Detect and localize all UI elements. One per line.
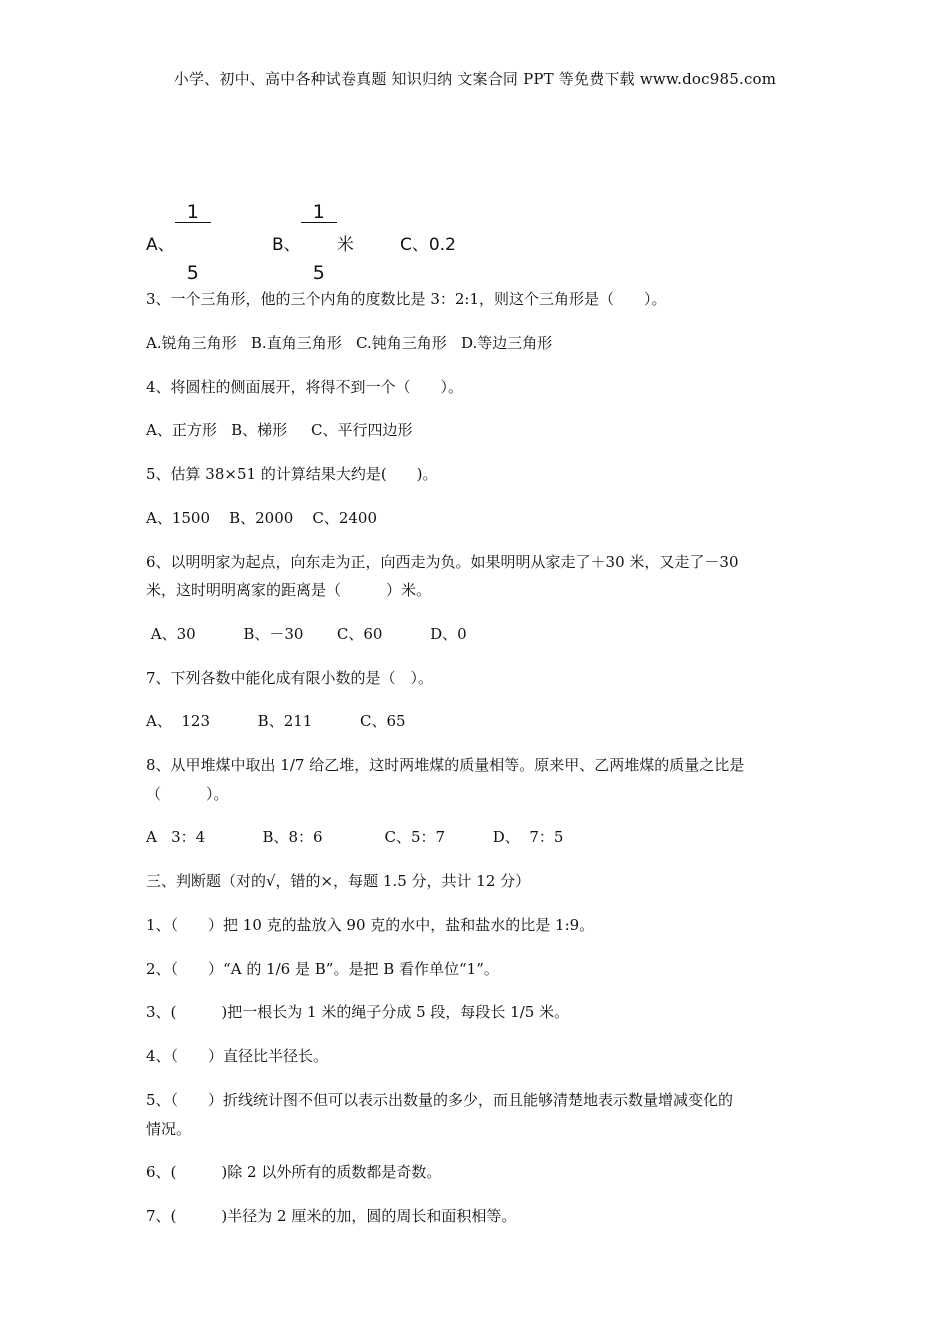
fraction-b-numerator: 1	[301, 202, 337, 223]
question-7-options: A、 123 B、211 C、65	[146, 712, 406, 730]
question-6-text-line1: 6、以明明家为起点，向东走为正，向西走为负。如果明明从家走了＋30 米，又走了－30	[146, 553, 739, 571]
judge-1: 1、（ ）把 10 克的盐放入 90 克的水中，盐和盐水的比是 1:9。	[146, 916, 595, 934]
judge-5-line1: 5、（ ）折线统计图不但可以表示出数量的多少，而且能够清楚地表示数量增减变化的	[146, 1091, 734, 1109]
question-4-text: 4、将圆柱的侧面展开，将得不到一个（ ）。	[146, 378, 464, 396]
option-c	[400, 220, 456, 264]
question-8-text-line1: 8、从甲堆煤中取出 1/7 给乙堆，这时两堆煤的质量相等。原来甲、乙两堆煤的质量之比是	[146, 756, 745, 774]
option-c-label: C、0.2	[400, 234, 456, 255]
fraction-a-numerator: 1	[175, 202, 211, 223]
question-8-options: A 3：4 B、8：6 C、5：7 D、 7：5	[146, 828, 564, 846]
section-3-heading: 三、判断题（对的√，错的×，每题 1.5 分，共计 12 分）	[146, 872, 531, 890]
question-7-text: 7、下列各数中能化成有限小数的是（ ）。	[146, 669, 434, 687]
question-3-text: 3、一个三角形，他的三个内角的度数比是 3：2:1，则这个三角形是（ ）。	[146, 290, 667, 308]
fraction-a-denominator: 5	[186, 261, 199, 284]
judge-6: 6、( )除 2 以外所有的质数都是奇数。	[146, 1163, 442, 1181]
fraction-b-denominator: 5	[312, 261, 325, 284]
page-header: 小学、初中、高中各种试卷真题 知识归纳 文案合同 PPT 等免费下载 www.doc985.com	[173, 70, 777, 88]
judge-7: 7、( )半径为 2 厘米的加，圆的周长和面积相等。	[146, 1207, 517, 1225]
judge-2: 2、（ ）“A 的 1/6 是 B”。是把 B 看作单位“1”。	[146, 960, 499, 978]
question-8-text-line2: （ ）。	[146, 785, 229, 803]
question-5-text: 5、估算 38×51 的计算结果大约是( )。	[146, 465, 438, 483]
question-6-text-line2: 米，这时明明离家的距离是（ ）米。	[146, 581, 432, 599]
question-5-options: A、1500 B、2000 C、2400	[146, 509, 377, 527]
option-b-label: B、	[272, 234, 301, 255]
judge-3: 3、( )把一根长为 1 米的绳子分成 5 段，每段长 1/5 米。	[146, 1003, 570, 1021]
question-6-options: A、30 B、－30 C、60 D、0	[146, 625, 467, 643]
option-a-label: A、	[146, 234, 175, 255]
judge-4: 4、（ ）直径比半径长。	[146, 1047, 329, 1065]
question-3-options: A.锐角三角形 B.直角三角形 C.钝角三角形 D.等边三角形	[146, 334, 553, 352]
judge-5-line2: 情况。	[146, 1120, 192, 1138]
option-a	[146, 200, 211, 284]
question-4-options: A、正方形 B、梯形 C、平行四边形	[146, 421, 413, 439]
option-b	[272, 200, 354, 284]
option-b-unit: 米	[336, 234, 354, 255]
